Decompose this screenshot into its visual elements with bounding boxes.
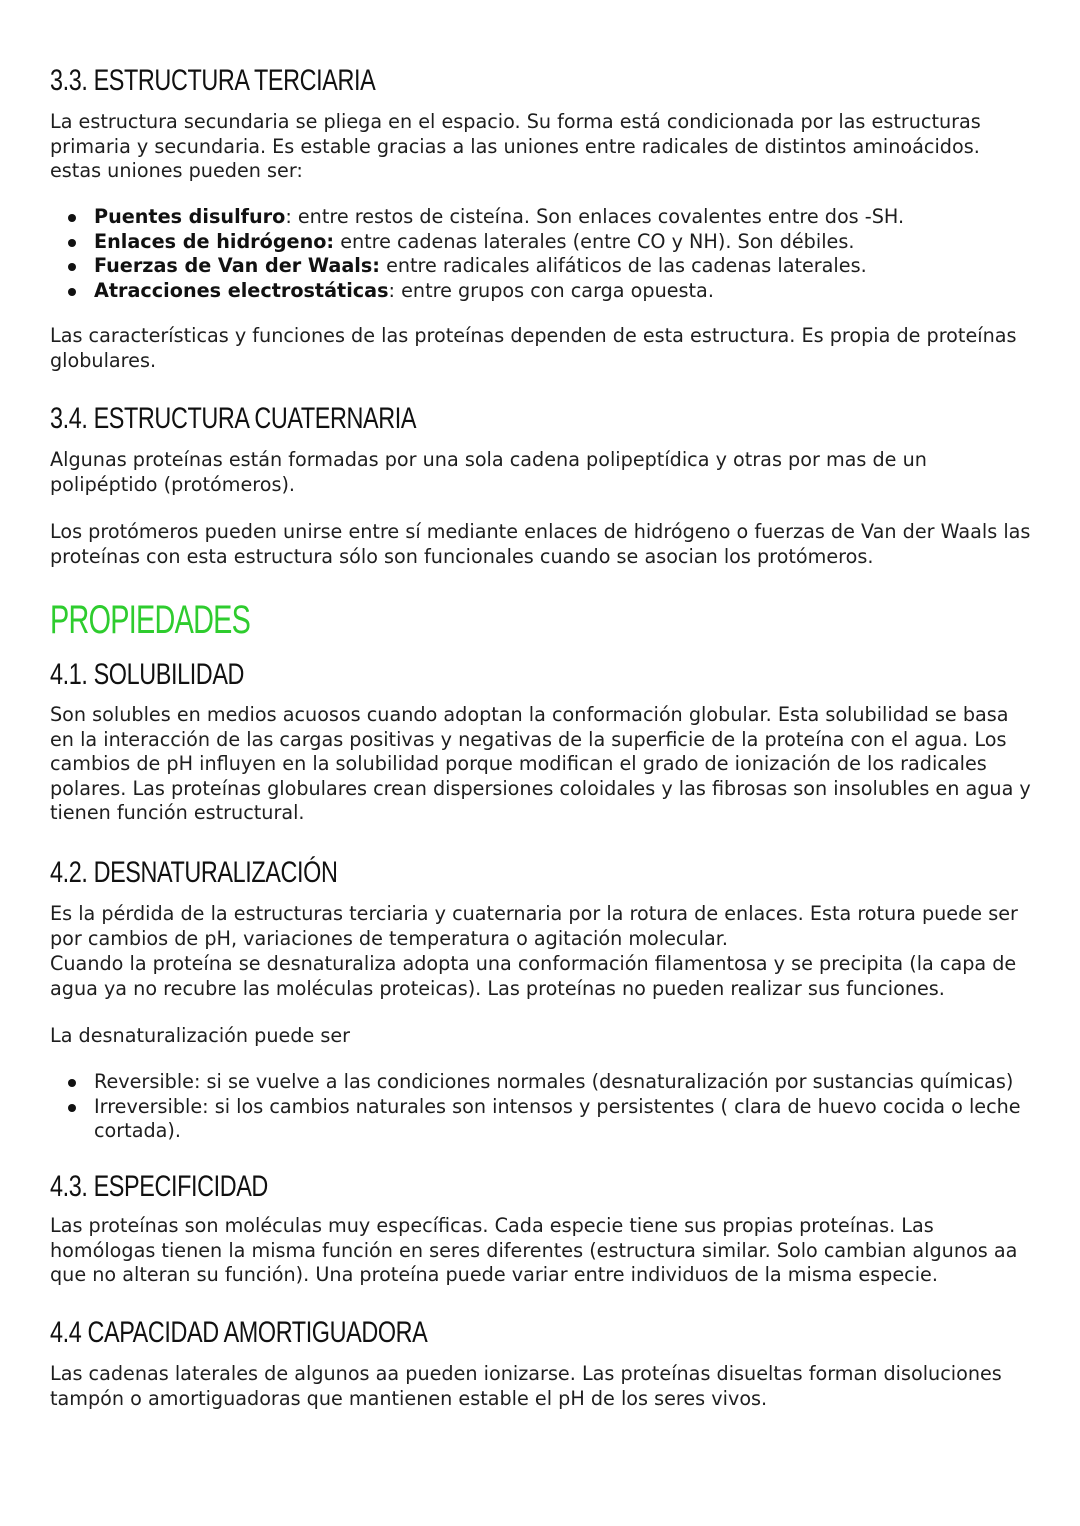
bullet-term: Puentes disulfuro: [94, 205, 286, 228]
heading-estructura-terciaria: 3.3. ESTRUCTURA TERCIARIA: [50, 64, 376, 97]
paragraph-desnaturalizacion-3: La desnaturalización puede ser: [50, 1024, 351, 1047]
paragraph-desnaturalizacion-2: Cuando la proteína se desnaturaliza adopta una conformación filamentosa y se precipita (la capa de agua ya no recubre las moléculas proteicas). Las proteínas no pueden realizar sus funciones.: [50, 952, 1017, 1000]
list-desnaturalizacion: [50, 1070, 1035, 1144]
bullet-term: Fuerzas de Van der Waals:: [94, 254, 380, 277]
list-item: [50, 279, 1035, 304]
bullet-term: Atracciones electrostáticas: [94, 278, 389, 302]
heading-desnaturalizacion: 4.2. DESNATURALIZACIÓN: [50, 856, 338, 889]
heading-propiedades: PROPIEDADES: [50, 598, 251, 642]
paragraph-especificidad: Las proteínas son moléculas muy específicas. Cada especie tiene sus propias proteínas. Las homólogas tienen la misma función en seres diferentes (estructura similar. Solo cambian algunos aa que no alteran su función). Una proteína puede variar entre individuos de la misma especie.: [50, 1214, 1018, 1286]
bullet-text: entre radicales alifáticos de las cadenas laterales.: [379, 254, 867, 277]
list-item: [50, 230, 1035, 255]
bullet-text: entre cadenas laterales (entre CO y NH). Son débiles.: [334, 229, 855, 253]
list-item: Irreversible: si los cambios naturales son intensos y persistentes ( clara de huevo cocida o leche cortada).: [50, 1095, 1035, 1144]
paragraph-solubilidad: Son solubles en medios acuosos cuando adoptan la conformación globular. Esta solubilidad se basa en la interacción de las cargas positivas y negativas de la superficie de la proteína con el agua. Los cambios de pH influyen en la solubilidad porque modifican el grado de ionización de los radicales polares. Las proteínas globulares crean dispersiones coloidales y las fibrosas son insolubles en agua y tienen función estructural.: [50, 703, 1031, 824]
paragraph-cuaternaria-1: Algunas proteínas están formadas por una sola cadena polipeptídica y otras por mas de un polipéptido (protómeros).: [50, 448, 927, 496]
heading-estructura-cuaternaria: 3.4. ESTRUCTURA CUATERNARIA: [50, 402, 417, 435]
list-item: [50, 254, 1035, 279]
heading-solubilidad: 4.1. SOLUBILIDAD: [50, 658, 245, 691]
list-item: Reversible: si se vuelve a las condiciones normales (desnaturalización por sustancias químicas): [50, 1070, 1035, 1095]
paragraph-cuaternaria-2: Los protómeros pueden unirse entre sí mediante enlaces de hidrógeno o fuerzas de Van der Waals las proteínas con esta estructura sólo son funcionales cuando se asocian los protómeros.: [50, 520, 1031, 568]
heading-capacidad-amortiguadora: 4.4 CAPACIDAD AMORTIGUADORA: [50, 1316, 428, 1349]
heading-especificidad: 4.3. ESPECIFICIDAD: [50, 1170, 268, 1203]
list-uniones: [50, 205, 1035, 303]
bullet-text: : entre restos de cisteína. Son enlaces covalentes entre dos -SH.: [285, 205, 905, 228]
paragraph-terciaria-closing: Las características y funciones de las proteínas dependen de esta estructura. Es propia de proteínas globulares.: [50, 324, 1017, 372]
list-item: [50, 205, 1035, 230]
paragraph-capacidad-amortiguadora: Las cadenas laterales de algunos aa pueden ionizarse. Las proteínas disueltas forman disoluciones tampón o amortiguadoras que mantienen estable el pH de los seres vivos.: [50, 1362, 1002, 1410]
bullet-term: Enlaces de hidrógeno:: [94, 229, 335, 253]
paragraph-terciaria-intro: La estructura secundaria se pliega en el espacio. Su forma está condicionada por las estructuras primaria y secundaria. Es estable gracias a las uniones entre radicales de distintos aminoácidos. estas uniones pueden ser:: [50, 110, 981, 182]
paragraph-desnaturalizacion-1: Es la pérdida de la estructuras terciaria y cuaternaria por la rotura de enlaces. Esta rotura puede ser por cambios de pH, variaciones de temperatura o agitación molecular.: [50, 902, 1018, 950]
bullet-text: : entre grupos con carga opuesta.: [388, 278, 714, 302]
